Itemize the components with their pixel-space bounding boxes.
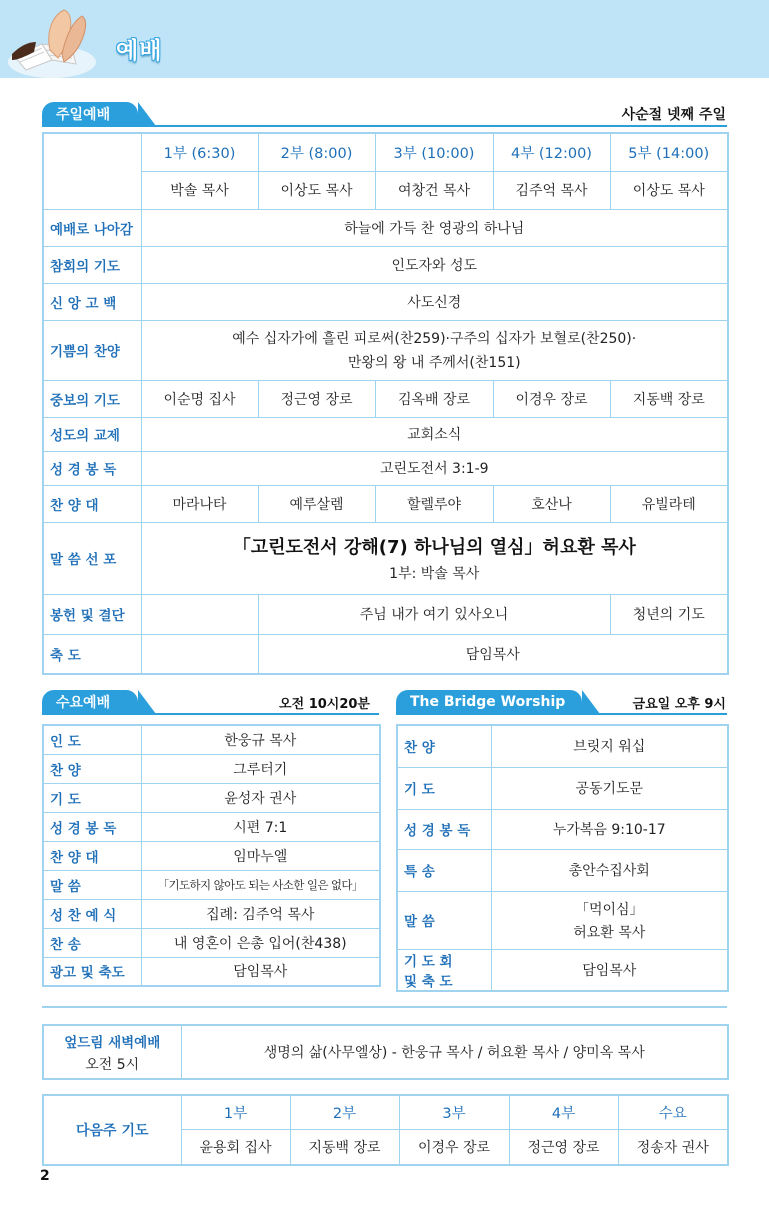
row-value: 교회소식 xyxy=(141,417,728,451)
row-label: 말 씀 xyxy=(397,891,491,949)
table-row xyxy=(43,754,380,783)
row-label: 기쁨의 찬양 xyxy=(43,320,141,380)
row-value: 이경우 장로 xyxy=(493,380,610,417)
prayer-name: 정근영 장로 xyxy=(509,1129,618,1165)
wednesday-schedule-table xyxy=(42,724,381,987)
row-value: 임마누엘 xyxy=(141,841,380,870)
row-value: 인도자와 성도 xyxy=(141,246,728,283)
table-row xyxy=(43,380,728,417)
row-value: 집례: 김주억 목사 xyxy=(141,899,380,928)
row-value: 예루살렘 xyxy=(258,485,375,522)
table-row xyxy=(397,809,728,849)
wednesday-rule xyxy=(42,713,379,715)
row-value: 호산나 xyxy=(493,485,610,522)
row-value: 내 영혼이 은총 입어(찬438) xyxy=(141,928,380,957)
row-label: 특 송 xyxy=(397,849,491,891)
row-label: 참회의 기도 xyxy=(43,246,141,283)
row-value: 누가복음 9:10-17 xyxy=(491,809,728,849)
table-row xyxy=(43,928,380,957)
sermon-title: 「먹이심」 xyxy=(574,901,644,918)
service-time: 3부 (10:00) xyxy=(375,133,493,171)
row-value xyxy=(141,320,728,380)
row-label: 성 경 봉 독 xyxy=(397,809,491,849)
column-header: 3부 xyxy=(399,1095,509,1129)
row-value: 브릿지 워십 xyxy=(491,725,728,767)
row-label: 예배로 나아감 xyxy=(43,209,141,246)
sunday-schedule-table xyxy=(42,132,729,675)
row-label: 찬 송 xyxy=(43,928,141,957)
empty-cell xyxy=(141,634,258,674)
table-row xyxy=(43,594,728,634)
row-label: 성 경 봉 독 xyxy=(43,451,141,485)
row-label: 기 도 xyxy=(43,783,141,812)
table-row xyxy=(43,783,380,812)
row-value: 마라나타 xyxy=(141,485,258,522)
row-value: 「기도하지 않아도 되는 사소한 일은 없다」 xyxy=(141,870,380,899)
table-row xyxy=(43,634,728,674)
table-row xyxy=(43,246,728,283)
service-pastor: 박솔 목사 xyxy=(141,171,258,209)
service-time: 2부 (8:00) xyxy=(258,133,375,171)
row-value xyxy=(491,891,728,949)
wednesday-worship-tab: 수요예배 xyxy=(42,690,138,714)
dawn-value: 생명의 삶(사무엘상) - 한웅규 목사 / 허요환 목사 / 양미옥 목사 xyxy=(181,1025,728,1079)
dawn-worship-table xyxy=(42,1024,729,1080)
row-value: 김옥배 장로 xyxy=(375,380,493,417)
row-label-line-1: 기 도 회 xyxy=(404,953,453,970)
table-row xyxy=(43,870,380,899)
row-label: 중보의 기도 xyxy=(43,380,141,417)
section-divider xyxy=(42,1006,727,1008)
service-pastors-row xyxy=(43,171,728,209)
row-value: 정근영 장로 xyxy=(258,380,375,417)
row-value: 공동기도문 xyxy=(491,767,728,809)
table-row xyxy=(43,209,728,246)
table-row xyxy=(43,417,728,451)
page-title: 예배 xyxy=(116,38,163,64)
sunday-rule xyxy=(42,125,727,127)
prayer-name: 지동백 장로 xyxy=(290,1129,399,1165)
row-label: 말 씀 선 포 xyxy=(43,522,141,594)
row-value: 시편 7:1 xyxy=(141,812,380,841)
row-label-line-2: 및 축 도 xyxy=(404,973,453,990)
row-value: 하늘에 가득 찬 영광의 하나님 xyxy=(141,209,728,246)
row-value: 담임목사 xyxy=(141,957,380,986)
row-value: 지동백 장로 xyxy=(610,380,728,417)
table-row xyxy=(397,949,728,991)
table-row xyxy=(43,1025,728,1079)
service-time: 5부 (14:00) xyxy=(610,133,728,171)
row-value: 청년의 기도 xyxy=(610,594,728,634)
table-row xyxy=(43,485,728,522)
row-value: 유빌라테 xyxy=(610,485,728,522)
bridge-schedule-table xyxy=(396,724,729,992)
page-number: 2 xyxy=(40,1168,50,1184)
prayer-name: 윤용회 집사 xyxy=(181,1129,290,1165)
next-prayer-label: 다음주 기도 xyxy=(43,1095,181,1165)
table-row xyxy=(43,899,380,928)
row-value: 그루터기 xyxy=(141,754,380,783)
table-row xyxy=(43,283,728,320)
row-value: 담임목사 xyxy=(258,634,728,674)
row-value: 할렐루야 xyxy=(375,485,493,522)
prayer-name: 정송자 권사 xyxy=(618,1129,728,1165)
row-label: 기 도 xyxy=(397,767,491,809)
bridge-worship-tab: The Bridge Worship xyxy=(396,690,582,714)
prayer-name: 이경우 장로 xyxy=(399,1129,509,1165)
column-header: 수요 xyxy=(618,1095,728,1129)
row-label: 찬 양 xyxy=(43,754,141,783)
row-label: 광고 및 축도 xyxy=(43,957,141,986)
row-value: 주님 내가 여기 있사오니 xyxy=(258,594,610,634)
sermon-subtitle: 1부: 박솔 목사 xyxy=(389,566,480,582)
table-row xyxy=(397,767,728,809)
table-row xyxy=(43,841,380,870)
row-value xyxy=(141,522,728,594)
sermon-title: 「고린도전서 강해(7) 하나님의 열심」허요환 목사 xyxy=(232,537,636,558)
table-row xyxy=(43,812,380,841)
table-row xyxy=(43,1095,728,1129)
row-value: 총안수집사회 xyxy=(491,849,728,891)
service-pastor: 여창건 목사 xyxy=(375,171,493,209)
service-pastor: 이상도 목사 xyxy=(258,171,375,209)
column-header: 1부 xyxy=(181,1095,290,1129)
row-label: 성도의 교제 xyxy=(43,417,141,451)
sunday-worship-tab: 주일예배 xyxy=(42,102,138,126)
row-value: 사도신경 xyxy=(141,283,728,320)
dawn-label: 엎드림 새벽예배 xyxy=(64,1034,161,1051)
empty-cell xyxy=(141,594,258,634)
sunday-note: 사순절 넷째 주일 xyxy=(621,107,726,123)
service-times-row xyxy=(43,133,728,171)
row-value: 한웅규 목사 xyxy=(141,725,380,754)
dawn-time: 오전 5시 xyxy=(85,1056,140,1073)
row-label: 봉헌 및 결단 xyxy=(43,594,141,634)
wednesday-time: 오전 10시20분 xyxy=(279,697,370,712)
row-label: 성 경 봉 독 xyxy=(43,812,141,841)
next-prayer-table xyxy=(42,1094,729,1166)
column-header: 2부 xyxy=(290,1095,399,1129)
row-label: 찬 양 대 xyxy=(43,485,141,522)
table-row xyxy=(43,522,728,594)
table-row xyxy=(397,849,728,891)
praying-hands-bible-icon xyxy=(6,2,98,78)
service-time: 1부 (6:30) xyxy=(141,133,258,171)
row-label: 축 도 xyxy=(43,634,141,674)
table-row xyxy=(43,957,380,986)
row-label: 말 씀 xyxy=(43,870,141,899)
table-row xyxy=(43,451,728,485)
table-row xyxy=(397,725,728,767)
row-value: 담임목사 xyxy=(491,949,728,991)
dawn-label-cell xyxy=(43,1025,181,1079)
row-label: 신 앙 고 백 xyxy=(43,283,141,320)
row-label: 인 도 xyxy=(43,725,141,754)
service-time: 4부 (12:00) xyxy=(493,133,610,171)
row-label xyxy=(397,949,491,991)
row-value: 이순명 집사 xyxy=(141,380,258,417)
table-row xyxy=(43,725,380,754)
row-label: 찬 양 대 xyxy=(43,841,141,870)
bridge-time: 금요일 오후 9시 xyxy=(632,697,726,712)
table-row xyxy=(397,891,728,949)
table-row xyxy=(43,320,728,380)
row-value: 고린도전서 3:1-9 xyxy=(141,451,728,485)
row-label: 성 찬 예 식 xyxy=(43,899,141,928)
bridge-rule xyxy=(396,713,727,715)
column-header: 4부 xyxy=(509,1095,618,1129)
row-label: 찬 양 xyxy=(397,725,491,767)
service-pastor: 이상도 목사 xyxy=(610,171,728,209)
praise-line-2: 만왕의 왕 내 주께서(찬151) xyxy=(347,355,521,371)
praise-line-1: 예수 십자가에 흘린 피로써(찬259)·구주의 십자가 보혈로(찬250)· xyxy=(232,331,637,347)
empty-corner-cell xyxy=(43,133,141,209)
service-pastor: 김주억 목사 xyxy=(493,171,610,209)
sermon-speaker: 허요환 목사 xyxy=(573,924,646,941)
row-value: 윤성자 권사 xyxy=(141,783,380,812)
